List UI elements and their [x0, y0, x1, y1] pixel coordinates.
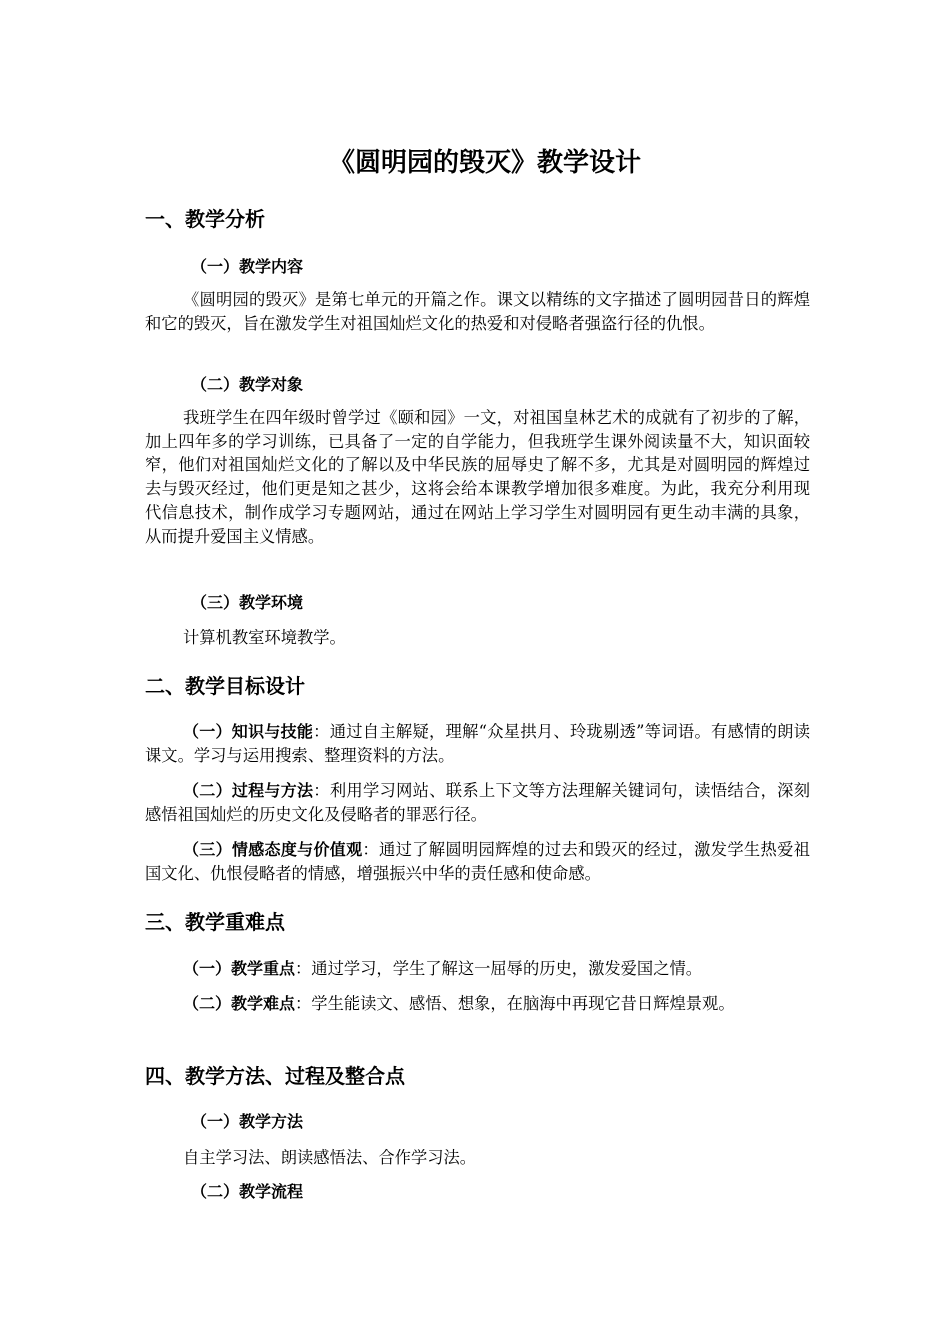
label-difficult-point: （二）教学难点 [183, 994, 296, 1013]
paragraph-key-point [145, 957, 810, 981]
paragraph-difficult-point [145, 992, 810, 1016]
subheading-flow: （二）教学流程 [191, 1182, 304, 1201]
paragraph-content: 《圆明园的毁灭》是第七单元的开篇之作。课文以精练的文字描述了圆明园昔日的辉煌和它的毁灭，旨在激发学生对祖国灿烂文化的热爱和对侵略者强盗行径的仇恨。 [145, 290, 810, 333]
paragraph-knowledge-skills [145, 720, 810, 767]
subheading-content: （一）教学内容 [191, 257, 304, 276]
paragraph-methods: 自主学习法、朗读感悟法、合作学习法。 [183, 1148, 477, 1167]
label-knowledge-skills: （一）知识与技能 [183, 722, 314, 741]
text-emotion-values: ：通过了解圆明园辉煌的过去和毁灭的经过，激发学生热爱祖国文化、仇恨侵略者的情感，增强振兴中华的责任感和使命感。 [145, 840, 810, 883]
document-title: 《圆明园的毁灭》教学设计 [328, 148, 641, 178]
text-knowledge-skills: ：通过自主解疑，理解“众星拱月、玲珑剔透”等词语。有感情的朗读课文。学习与运用搜索、整理资料的方法。 [145, 722, 810, 765]
section-heading-analysis: 一、教学分析 [145, 207, 265, 231]
section-heading-objectives: 二、教学目标设计 [145, 674, 305, 698]
section-heading-methods-process: 四、教学方法、过程及整合点 [145, 1064, 405, 1088]
paragraph-audience: 我班学生在四年级时曾学过《颐和园》一文，对祖国皇林艺术的成就有了初步的了解，加上四年多的学习训练，已具备了一定的自学能力，但我班学生课外阅读量不大，知识面较窄，他们对祖国灿烂文化的了解以及中华民族的屈辱史了解不多，尤其是对圆明园的辉煌过去与毁灭经过，他们更是知之甚少，这将会给本课教学增加很多难度。为此，我充分利用现代信息技术，制作成学习专题网站，通过在网站上学习学生对圆明园有更生动丰满的具象，从而提升爱国主义情感。 [145, 408, 810, 546]
section-heading-key-points: 三、教学重难点 [145, 910, 285, 934]
subheading-environment: （三）教学环境 [191, 593, 304, 612]
text-difficult-point: ：学生能读文、感悟、想象，在脑海中再现它昔日辉煌景观。 [295, 994, 735, 1013]
subheading-methods: （一）教学方法 [191, 1112, 304, 1131]
label-process-method: （二）过程与方法 [183, 781, 314, 800]
label-key-point: （一）教学重点 [183, 959, 296, 978]
text-process-method: ：利用学习网站、联系上下文等方法理解关键词句，读悟结合，深刻感悟祖国灿烂的历史文化及侵略者的罪恶行径。 [145, 781, 810, 824]
label-emotion-values: （三）情感态度与价值观 [183, 840, 363, 859]
document-page [145, 0, 825, 1344]
paragraph-process-method [145, 779, 810, 826]
subheading-audience: （二）教学对象 [191, 375, 304, 394]
text-key-point: ：通过学习，学生了解这一屈辱的历史，激发爱国之情。 [295, 959, 703, 978]
paragraph-environment: 计算机教室环境教学。 [183, 628, 346, 647]
paragraph-emotion-values [145, 838, 810, 885]
